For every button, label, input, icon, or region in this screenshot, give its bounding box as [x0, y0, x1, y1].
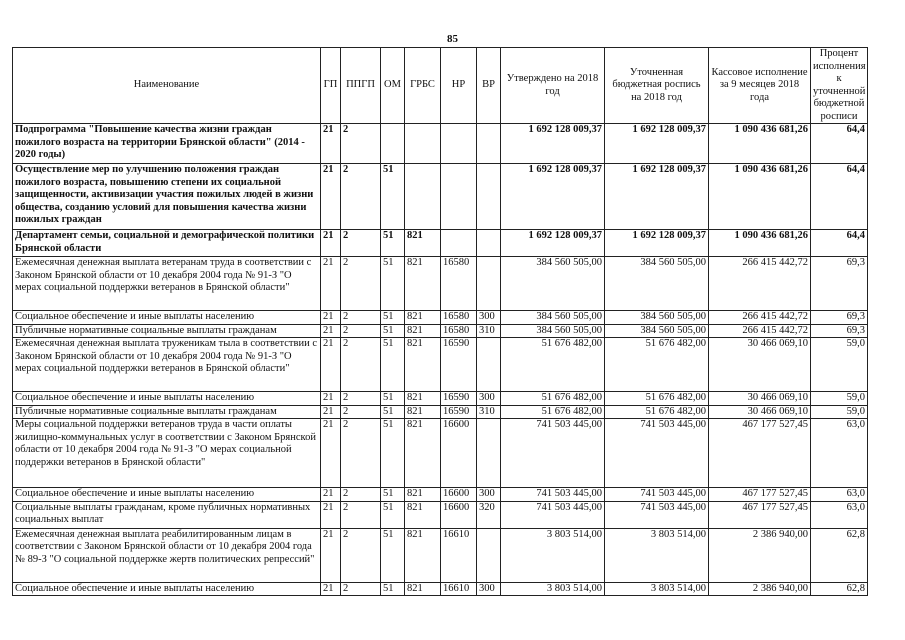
table-row [13, 405, 868, 419]
cell-pgp: 2 [341, 488, 381, 502]
cell-refined: 384 560 505,00 [605, 311, 709, 325]
cell-refined: 51 676 482,00 [605, 392, 709, 406]
cell-percent: 69,3 [811, 311, 868, 325]
cell-approved: 51 676 482,00 [501, 338, 605, 392]
cell-refined: 3 803 514,00 [605, 582, 709, 596]
cell-refined: 51 676 482,00 [605, 405, 709, 419]
table-row [13, 419, 868, 488]
cell-approved: 741 503 445,00 [501, 501, 605, 528]
cell-om: 51 [381, 338, 405, 392]
cell-refined: 384 560 505,00 [605, 257, 709, 311]
cell-percent: 59,0 [811, 405, 868, 419]
cell-pgp: 2 [341, 311, 381, 325]
cell-vr: 320 [477, 501, 501, 528]
cell-om: 51 [381, 392, 405, 406]
header-percent: Процент исполнения к уточненной бюджетной росписи [811, 48, 868, 124]
cell-cash: 1 090 436 681,26 [709, 124, 811, 164]
cell-name: Департамент семьи, социальной и демографической политики Брянской области [13, 230, 321, 257]
cell-vr: 300 [477, 488, 501, 502]
cell-percent: 63,0 [811, 501, 868, 528]
table-row [13, 582, 868, 596]
table-row [13, 164, 868, 230]
table-header-row [13, 48, 868, 124]
cell-name: Социальное обеспечение и иные выплаты населению [13, 392, 321, 406]
cell-gp: 21 [321, 582, 341, 596]
cell-approved: 384 560 505,00 [501, 257, 605, 311]
cell-approved: 3 803 514,00 [501, 582, 605, 596]
cell-approved: 741 503 445,00 [501, 419, 605, 488]
cell-pgp: 2 [341, 230, 381, 257]
cell-name: Социальное обеспечение и иные выплаты населению [13, 582, 321, 596]
header-grbs: ГРБС [405, 48, 441, 124]
table-row [13, 230, 868, 257]
cell-vr: 300 [477, 582, 501, 596]
cell-np: 16600 [441, 501, 477, 528]
cell-om: 51 [381, 257, 405, 311]
cell-cash: 2 386 940,00 [709, 528, 811, 582]
table-row [13, 501, 868, 528]
cell-cash: 467 177 527,45 [709, 501, 811, 528]
cell-approved: 1 692 128 009,37 [501, 230, 605, 257]
cell-vr: 300 [477, 311, 501, 325]
cell-name: Социальное обеспечение и иные выплаты населению [13, 488, 321, 502]
table-row [13, 528, 868, 582]
cell-np [441, 230, 477, 257]
cell-np: 16590 [441, 392, 477, 406]
cell-vr [477, 528, 501, 582]
cell-name: Социальные выплаты гражданам, кроме публичных нормативных социальных выплат [13, 501, 321, 528]
table-row [13, 488, 868, 502]
cell-grbs: 821 [405, 528, 441, 582]
cell-name: Ежемесячная денежная выплата реабилитированным лицам в соответствии с Законом Брянской области от 10 декабря 2004 года № 89-З "О социальной поддержке жертв политических репрессий" [13, 528, 321, 582]
cell-approved: 384 560 505,00 [501, 324, 605, 338]
cell-approved: 384 560 505,00 [501, 311, 605, 325]
cell-om: 51 [381, 528, 405, 582]
cell-om [381, 124, 405, 164]
budget-table [12, 47, 868, 596]
cell-om: 51 [381, 582, 405, 596]
cell-np: 16610 [441, 582, 477, 596]
cell-pgp: 2 [341, 419, 381, 488]
table-row [13, 257, 868, 311]
cell-vr: 300 [477, 392, 501, 406]
cell-gp: 21 [321, 257, 341, 311]
cell-cash: 467 177 527,45 [709, 419, 811, 488]
cell-percent: 64,4 [811, 164, 868, 230]
header-pgp: ППГП [341, 48, 381, 124]
cell-pgp: 2 [341, 164, 381, 230]
cell-refined: 51 676 482,00 [605, 338, 709, 392]
header-vr: ВР [477, 48, 501, 124]
cell-grbs [405, 164, 441, 230]
header-approved: Утверждено на 2018 год [501, 48, 605, 124]
cell-grbs: 821 [405, 257, 441, 311]
cell-gp: 21 [321, 501, 341, 528]
cell-cash: 1 090 436 681,26 [709, 230, 811, 257]
cell-pgp: 2 [341, 528, 381, 582]
header-np: НР [441, 48, 477, 124]
cell-np: 16590 [441, 338, 477, 392]
cell-vr [477, 230, 501, 257]
cell-refined: 741 503 445,00 [605, 488, 709, 502]
cell-approved: 3 803 514,00 [501, 528, 605, 582]
cell-grbs: 821 [405, 405, 441, 419]
table-row [13, 338, 868, 392]
cell-refined: 1 692 128 009,37 [605, 164, 709, 230]
cell-grbs: 821 [405, 582, 441, 596]
cell-cash: 467 177 527,45 [709, 488, 811, 502]
cell-np: 16610 [441, 528, 477, 582]
cell-grbs [405, 124, 441, 164]
cell-percent: 63,0 [811, 419, 868, 488]
table-row [13, 124, 868, 164]
cell-pgp: 2 [341, 338, 381, 392]
cell-grbs: 821 [405, 338, 441, 392]
cell-cash: 266 415 442,72 [709, 311, 811, 325]
cell-grbs: 821 [405, 392, 441, 406]
cell-refined: 384 560 505,00 [605, 324, 709, 338]
cell-refined: 1 692 128 009,37 [605, 230, 709, 257]
cell-om: 51 [381, 405, 405, 419]
cell-approved: 51 676 482,00 [501, 405, 605, 419]
cell-name: Подпрограмма "Повышение качества жизни граждан пожилого возраста на территории Брянской области" (2014 - 2020 годы) [13, 124, 321, 164]
table-row [13, 392, 868, 406]
cell-om: 51 [381, 164, 405, 230]
cell-pgp: 2 [341, 124, 381, 164]
cell-np [441, 164, 477, 230]
cell-np: 16600 [441, 419, 477, 488]
cell-grbs: 821 [405, 501, 441, 528]
cell-pgp: 2 [341, 582, 381, 596]
cell-gp: 21 [321, 528, 341, 582]
cell-approved: 51 676 482,00 [501, 392, 605, 406]
cell-name: Социальное обеспечение и иные выплаты населению [13, 311, 321, 325]
cell-refined: 741 503 445,00 [605, 419, 709, 488]
cell-cash: 1 090 436 681,26 [709, 164, 811, 230]
cell-grbs: 821 [405, 488, 441, 502]
cell-vr [477, 419, 501, 488]
cell-grbs: 821 [405, 311, 441, 325]
cell-vr: 310 [477, 324, 501, 338]
cell-cash: 2 386 940,00 [709, 582, 811, 596]
cell-name: Публичные нормативные социальные выплаты гражданам [13, 405, 321, 419]
cell-om: 51 [381, 230, 405, 257]
cell-pgp: 2 [341, 405, 381, 419]
cell-vr [477, 164, 501, 230]
cell-grbs: 821 [405, 324, 441, 338]
cell-np: 16580 [441, 324, 477, 338]
cell-gp: 21 [321, 405, 341, 419]
cell-gp: 21 [321, 124, 341, 164]
cell-gp: 21 [321, 324, 341, 338]
cell-cash: 266 415 442,72 [709, 257, 811, 311]
cell-percent: 64,4 [811, 124, 868, 164]
cell-name: Публичные нормативные социальные выплаты гражданам [13, 324, 321, 338]
cell-gp: 21 [321, 230, 341, 257]
cell-percent: 69,3 [811, 324, 868, 338]
cell-om: 51 [381, 311, 405, 325]
cell-approved: 741 503 445,00 [501, 488, 605, 502]
cell-refined: 1 692 128 009,37 [605, 124, 709, 164]
cell-vr: 310 [477, 405, 501, 419]
cell-vr [477, 257, 501, 311]
cell-cash: 266 415 442,72 [709, 324, 811, 338]
cell-gp: 21 [321, 338, 341, 392]
cell-percent: 59,0 [811, 392, 868, 406]
cell-pgp: 2 [341, 501, 381, 528]
cell-gp: 21 [321, 419, 341, 488]
cell-cash: 30 466 069,10 [709, 392, 811, 406]
cell-om: 51 [381, 324, 405, 338]
cell-cash: 30 466 069,10 [709, 405, 811, 419]
cell-np: 16580 [441, 311, 477, 325]
cell-approved: 1 692 128 009,37 [501, 124, 605, 164]
header-refined: Уточненная бюджетная роспись на 2018 год [605, 48, 709, 124]
cell-percent: 59,0 [811, 338, 868, 392]
cell-percent: 63,0 [811, 488, 868, 502]
header-name: Наименование [13, 48, 321, 124]
cell-percent: 62,8 [811, 528, 868, 582]
cell-percent: 64,4 [811, 230, 868, 257]
header-cash: Кассовое исполнение за 9 месяцев 2018 года [709, 48, 811, 124]
cell-np: 16590 [441, 405, 477, 419]
cell-pgp: 2 [341, 257, 381, 311]
cell-om: 51 [381, 501, 405, 528]
page-number: 85 [447, 33, 458, 45]
cell-percent: 69,3 [811, 257, 868, 311]
cell-grbs: 821 [405, 419, 441, 488]
cell-np [441, 124, 477, 164]
cell-om: 51 [381, 488, 405, 502]
cell-name: Осуществление мер по улучшению положения граждан пожилого возраста, повышению степени их социальной защищенности, активизации участия пожилых людей в жизни общества, созданию условий для повышения качества жизни пожилых граждан [13, 164, 321, 230]
table-row [13, 311, 868, 325]
cell-gp: 21 [321, 311, 341, 325]
cell-refined: 741 503 445,00 [605, 501, 709, 528]
header-gp: ГП [321, 48, 341, 124]
cell-pgp: 2 [341, 392, 381, 406]
header-om: ОМ [381, 48, 405, 124]
cell-name: Ежемесячная денежная выплата ветеранам труда в соответствии с Законом Брянской области от 10 декабря 2004 года № 91-З "О мерах социальной поддержки ветеранов в Брянской области" [13, 257, 321, 311]
cell-percent: 62,8 [811, 582, 868, 596]
cell-gp: 21 [321, 488, 341, 502]
cell-name: Ежемесячная денежная выплата труженикам тыла в соответствии с Законом Брянской области от 10 декабря 2004 года № 91-З "О мерах социальной поддержки ветеранов в Брянской области" [13, 338, 321, 392]
table-row [13, 324, 868, 338]
cell-name: Меры социальной поддержки ветеранов труда в части оплаты жилищно-коммунальных услуг в соответствии с Законом Брянской области от 10 декабря 2004 года № 91-З "О мерах социальной поддержки ветеранов в Брянской области" [13, 419, 321, 488]
cell-grbs: 821 [405, 230, 441, 257]
cell-np: 16600 [441, 488, 477, 502]
cell-approved: 1 692 128 009,37 [501, 164, 605, 230]
cell-gp: 21 [321, 164, 341, 230]
cell-np: 16580 [441, 257, 477, 311]
cell-vr [477, 124, 501, 164]
cell-vr [477, 338, 501, 392]
cell-cash: 30 466 069,10 [709, 338, 811, 392]
cell-gp: 21 [321, 392, 341, 406]
cell-om: 51 [381, 419, 405, 488]
cell-pgp: 2 [341, 324, 381, 338]
cell-refined: 3 803 514,00 [605, 528, 709, 582]
